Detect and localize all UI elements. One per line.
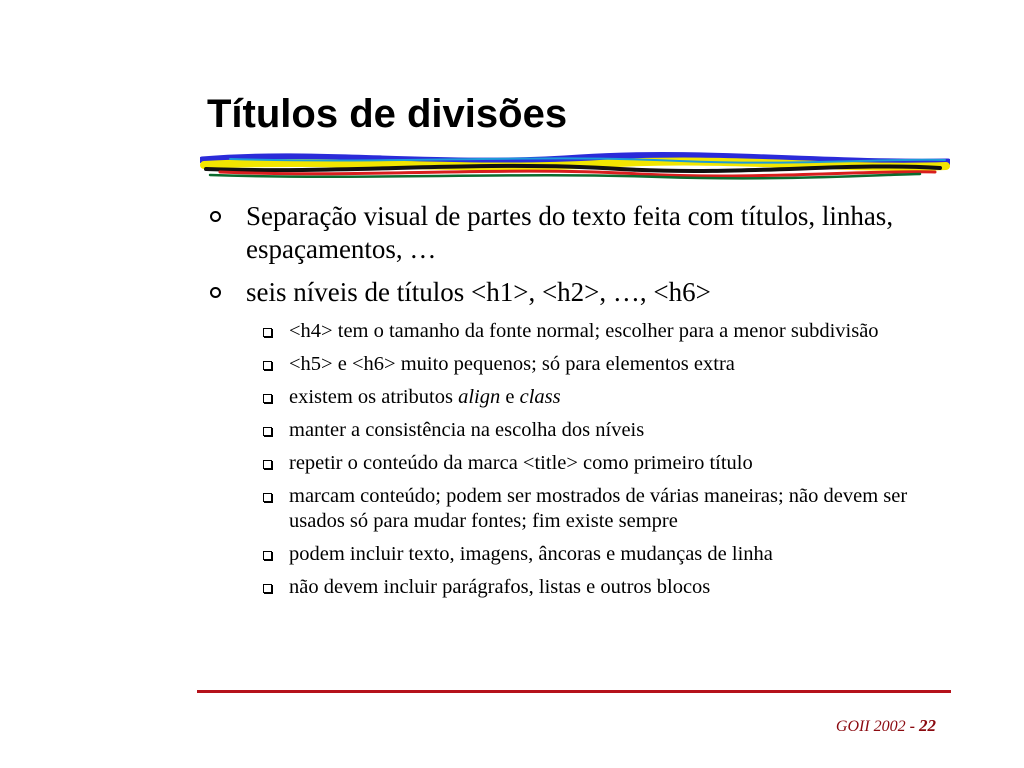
circle-bullet-icon [210, 287, 221, 298]
text-run: existem os atributos [289, 386, 459, 408]
sub-bullet-item [254, 418, 950, 443]
circle-bullet-icon [210, 211, 221, 222]
sub-bullet-item [254, 451, 950, 476]
square-bullet-icon [263, 394, 272, 403]
bullet-item [210, 276, 950, 309]
sub-bullet-item [254, 319, 950, 344]
footer-separator: - [905, 718, 919, 735]
square-bullet-icon [263, 427, 272, 436]
bullet-item [210, 200, 950, 266]
footer-divider-line [197, 690, 951, 693]
text-run: e [500, 386, 520, 408]
square-bullet-icon [263, 460, 272, 469]
brush-stroke-divider [200, 150, 950, 182]
sub-bullet-text: marcam conteúdo; podem ser mostrados de várias maneiras; não devem ser usados só para mudar fontes; fim existe sempre [289, 485, 908, 532]
sub-bullet-text [289, 386, 561, 408]
bullet-list [210, 200, 950, 608]
square-bullet-icon [263, 584, 272, 593]
page-number: 22 [919, 716, 936, 735]
square-bullet-icon [263, 493, 272, 502]
square-bullet-icon [263, 551, 272, 560]
sub-bullet-item [254, 352, 950, 377]
sub-bullet-item [254, 385, 950, 410]
sub-bullet-list [210, 319, 950, 600]
square-bullet-icon [263, 361, 272, 370]
sub-bullet-text: podem incluir texto, imagens, âncoras e mudanças de linha [289, 543, 773, 565]
sub-bullet-text: <h5> e <h6> muito pequenos; só para elementos extra [289, 353, 735, 375]
italic-text-run: class [519, 386, 561, 408]
italic-text-run: align [458, 386, 501, 408]
sub-bullet-text: manter a consistência na escolha dos níveis [289, 419, 645, 441]
slide-footer [836, 716, 936, 736]
course-label: GOII 2002 [835, 718, 906, 735]
bullet-text: Separação visual de partes do texto feita com títulos, linhas, espaçamentos, … [246, 201, 894, 264]
sub-bullet-item [254, 575, 950, 600]
sub-bullet-text: <h4> tem o tamanho da fonte normal; escolher para a menor subdivisão [289, 320, 879, 342]
sub-bullet-item [254, 542, 950, 567]
sub-bullet-text: repetir o conteúdo da marca <title> como primeiro título [289, 452, 753, 474]
slide-title: Títulos de divisões [207, 92, 568, 136]
square-bullet-icon [263, 328, 272, 337]
bullet-text: seis níveis de títulos <h1>, <h2>, …, <h6> [246, 277, 711, 307]
sub-bullet-text: não devem incluir parágrafos, listas e outros blocos [289, 576, 711, 598]
sub-bullet-item [254, 484, 950, 534]
